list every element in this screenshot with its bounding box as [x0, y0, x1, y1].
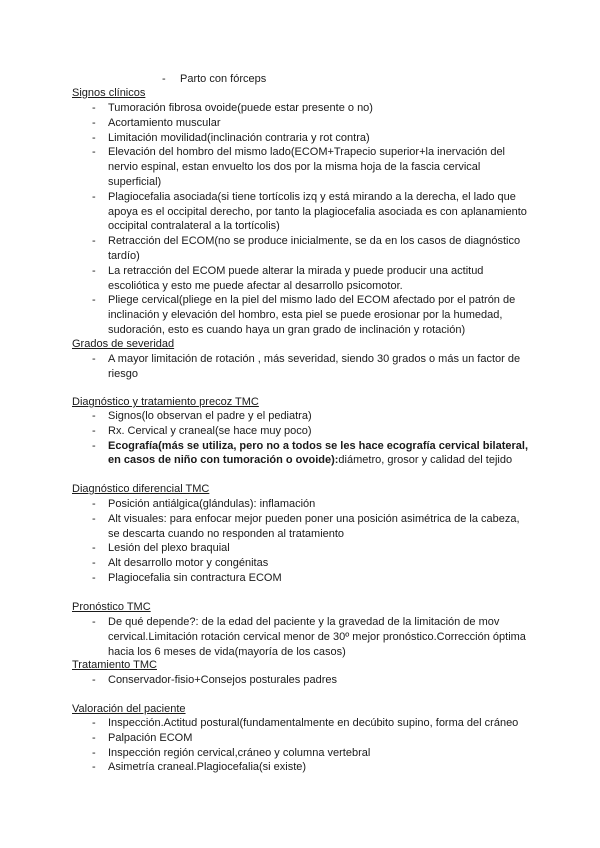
- list-pronostico: [0, 615, 600, 659]
- list-item: - Asimetría craneal.Plagiocefalia(si existe): [0, 760, 600, 775]
- heading-grados-severidad: Grados de severidad: [72, 338, 175, 350]
- list-item: - Retracción del ECOM(no se produce inicialmente, se da en los casos de diagnóstico tardío): [0, 234, 600, 264]
- heading-signos-clinicos: Signos clínicos: [72, 87, 146, 99]
- list-diagnostico-diferencial: [0, 497, 600, 586]
- list-item: - Alt desarrollo motor y congénitas: [0, 556, 600, 571]
- list-item: - Acortamiento muscular: [0, 116, 600, 131]
- list-item: - Inspección.Actitud postural(fundamentalmente en decúbito supino, forma del cráneo: [0, 716, 600, 731]
- list-grados-severidad: [0, 352, 600, 382]
- list-item: - Plagiocefalia sin contractura ECOM: [0, 571, 600, 586]
- heading-pronostico: Pronóstico TMC: [72, 601, 151, 613]
- list-item: - Limitación movilidad(inclinación contraria y rot contra): [0, 131, 600, 146]
- list-item: - Palpación ECOM: [0, 731, 600, 746]
- list-item: - Lesión del plexo braquial: [0, 541, 600, 556]
- heading-diagnostico-tratamiento: Diagnóstico y tratamiento precoz TMC: [72, 396, 259, 408]
- list-item: - Alt visuales: para enfocar mejor pueden poner una posición asimétrica de la cabeza, se descarta cuando no responden al tratamiento: [0, 512, 600, 542]
- ecografia-bold-text: Ecografía(más se utiliza, pero no a todos se les hace ecografía cervical bilateral, en casos de niño con tumoración o ovoide):: [108, 439, 529, 467]
- list-item: - La retracción del ECOM puede alterar la mirada y puede producir una actitud escoliótica y esto me puede afectar al desarrollo psicomotor.: [0, 264, 600, 294]
- list-item: - Plagiocefalia asociada(si tiene tortícolis izq y está mirando a la derecha, el lado que apoya es el occipital derecho, por tanto la plagiocefalia asociada es con aplanamiento occipital contralateral a la tortícolis): [0, 190, 600, 234]
- document-page: - Parto con fórceps Signos clínicos - Tumoración fibrosa ovoide(puede estar presente o no) - Acortamiento muscular - Limitación movilidad(inclinación contraria y rot contra) - Elevación del hombro del mismo lado(ECOM+Trapecio superior+la inervación del nervio espinal, estan envuelto los dos por la misma hoja de la fascia cervical superficial) - Plagiocefalia asociada(si tiene tortícolis izq y está mirando a la derecha, el lado que apoya es el occipital derecho, por tanto la plagiocefalia asociada es con aplanamiento occipital contralateral a la tortícolis) - Retracción del ECOM(no se produce inicialmente, se da en los casos de diagnóstico tardío) - La retracción del ECOM puede alterar la mirada y puede producir una actitud escoliótica y esto me puede afectar al desarrollo psicomotor. - Pliege cervical(pliege en la piel del mismo lado del ECOM afectado por el patrón de inclinación y elevación del hombro, esta piel se puede erosionar por la humedad, sudoración, esto es cuando haya un gran grado de inclinación y rotación) Grados de severidad - A mayor limitación de rotación , más severidad, siendo 30 grados o más un factor de riesgo Diagnóstico y tratamiento precoz TMC - Signos(lo observan el padre y el pediatra) - Rx. Cervical y craneal(se hace muy poco) - Ecografía(más se utiliza, pero no a todos se les hace ecografía cervical bilateral, en casos de niño con tumoración o ovoide):diámetro, grosor y calidad del tejido Diagnóstico diferencial TMC - Posición antiálgica(glándulas): inflamación - Alt visuales: para enfocar mejor pueden poner una posición asimétrica de la cabeza, se descarta cuando no responden al tratamiento - Lesión del plexo braquial - Alt desarrollo motor y congénitas - Plagiocefalia sin contractura ECOM Pronóstico TMC - De qué depende?: de la edad del paciente y la gravedad de la limitación de mov cervical.Limitación rotación cervical menor de 30º mejor pronóstico.Corrección óptima hacia los 6 meses de vida(mayoría de los casos) Tratamiento TMC - Conservador-fisio+Consejos posturales padres Valoración del paciente - Inspección.Actitud postural(fundamentalmente en decúbito supino, forma del cráneo - Palpación ECOM - Inspección región cervical,cráneo y columna vertebral - Asimetría craneal.Plagiocefalia(si existe): [0, 0, 600, 848]
- heading-tratamiento: Tratamiento TMC: [72, 659, 157, 671]
- list-item: - Rx. Cervical y craneal(se hace muy poco): [0, 424, 600, 439]
- list-item: - Elevación del hombro del mismo lado(ECOM+Trapecio superior+la inervación del nervio espinal, estan envuelto los dos por la misma hoja de la fascia cervical superficial): [0, 145, 600, 189]
- heading-diagnostico-diferencial: Diagnóstico diferencial TMC: [72, 483, 210, 495]
- list-item: - De qué depende?: de la edad del paciente y la gravedad de la limitación de mov cervical.Limitación rotación cervical menor de 30º mejor pronóstico.Corrección óptima hacia los 6 meses de vida(mayoría de los casos): [0, 615, 600, 659]
- list-item: - Tumoración fibrosa ovoide(puede estar presente o no): [0, 101, 600, 116]
- list-signos-clinicos: [0, 101, 600, 338]
- list-item: - Posición antiálgica(glándulas): inflamación: [0, 497, 600, 512]
- list-tratamiento: [0, 673, 600, 688]
- list-item: - Inspección región cervical,cráneo y columna vertebral: [0, 746, 600, 761]
- heading-valoracion: Valoración del paciente: [72, 703, 186, 715]
- list-diagnostico-tratamiento: [0, 409, 600, 468]
- list-item: - Signos(lo observan el padre y el pediatra): [0, 409, 600, 424]
- list-valoracion: [0, 716, 600, 775]
- list-item: - Conservador-fisio+Consejos posturales padres: [0, 673, 600, 688]
- list-item: - Pliege cervical(pliege en la piel del mismo lado del ECOM afectado por el patrón de inclinación y elevación del hombro, esta piel se puede erosionar por la humedad, sudoración, esto es cuando haya un gran grado de inclinación y rotación): [0, 293, 600, 337]
- list-item: - A mayor limitación de rotación , más severidad, siendo 30 grados o más un factor de riesgo: [0, 352, 600, 382]
- list-item-text: Parto con fórceps: [180, 73, 267, 85]
- list-item-ecografia: [0, 439, 600, 469]
- ecografia-text: diámetro, grosor y calidad del tejido: [338, 454, 513, 467]
